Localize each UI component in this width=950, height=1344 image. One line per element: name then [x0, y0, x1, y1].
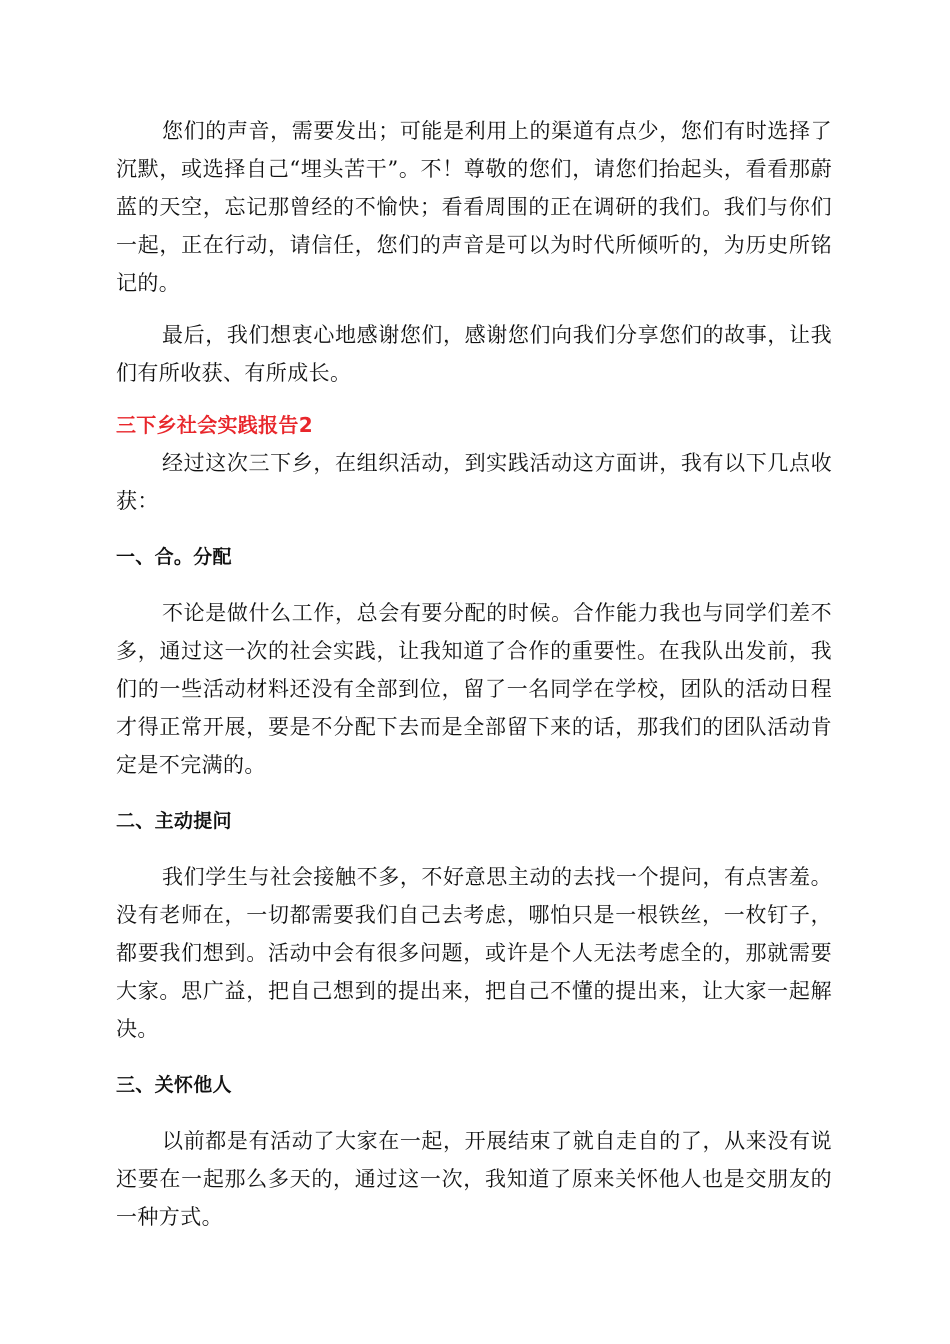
section-heading-care-others: 三、关怀他人: [116, 1074, 232, 1096]
section-heading-cooperation: 一、合。分配: [116, 546, 232, 568]
section-heading-ask-questions: 二、主动提问: [116, 810, 232, 832]
document-content: [116, 112, 832, 1236]
paragraph-intro: 经过这次三下乡，在组织活动，到实践活动这方面讲，我有以下几点收获：: [116, 451, 832, 513]
paragraph-thanks: 最后，我们想衷心地感谢您们，感谢您们向我们分享您们的故事，让我们有所收获、有所成长。: [116, 323, 832, 385]
paragraph-voices: 您们的声音，需要发出；可能是利用上的渠道有点少，您们有时选择了沉默，或选择自己“埋头苦干”。不！尊敬的您们，请您们抬起头，看看那蔚蓝的天空，忘记那曾经的不愉快；看看周围的正在调研的我们。我们与你们一起，正在行动，请信任，您们的声音是可以为时代所倾听的，为历史所铭记的。: [116, 119, 832, 295]
section-body-ask-questions: 我们学生与社会接触不多，不好意思主动的去找一个提问，有点害羞。没有老师在，一切都需要我们自己去考虑，哪怕只是一根铁丝，一枚钉子，都要我们想到。活动中会有很多问题，或许是个人无法考虑全的，那就需要大家。思广益，把自己想到的提出来，把自己不懂的提出来，让大家一起解决。: [116, 865, 832, 1041]
report-title: 三下乡社会实践报告2: [116, 413, 313, 437]
section-body-care-others: 以前都是有活动了大家在一起，开展结束了就自走自的了，从来没有说还要在一起那么多天的，通过这一次，我知道了原来关怀他人也是交朋友的一种方式。: [116, 1129, 832, 1229]
section-body-cooperation: 不论是做什么工作，总会有要分配的时候。合作能力我也与同学们差不多，通过这一次的社会实践，让我知道了合作的重要性。在我队出发前，我们的一些活动材料还没有全部到位，留了一名同学在学校，团队的活动日程才得正常开展，要是不分配下去而是全部留下来的话，那我们的团队活动肯定是不完满的。: [116, 601, 832, 777]
